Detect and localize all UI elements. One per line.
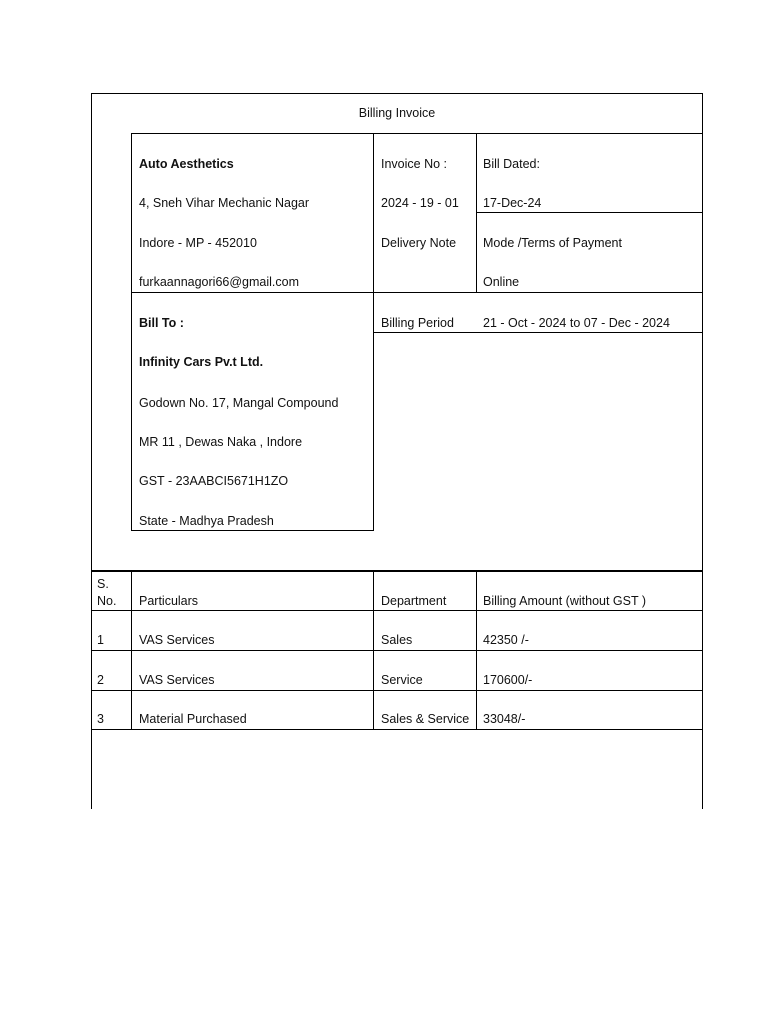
seller-name: Auto Aesthetics: [139, 157, 234, 171]
row2-particulars: VAS Services: [139, 673, 215, 687]
date-bottom-line: [476, 212, 703, 213]
table-row1-bottom-line: [91, 650, 703, 651]
row1-amount: 42350 /-: [483, 633, 529, 647]
row2-sno: 2: [97, 673, 104, 687]
bill-to-name: Infinity Cars Pv.t Ltd.: [139, 355, 264, 369]
outer-border-right: [702, 93, 703, 809]
table-row3-bottom-line: [91, 729, 703, 730]
table-col1-divider: [131, 570, 132, 730]
row3-department: Sales & Service: [381, 712, 470, 726]
seller-address-line2: Indore - MP - 452010: [139, 236, 257, 250]
header-sno-line1: S.: [97, 577, 109, 591]
bill-to-label: Bill To :: [139, 316, 184, 330]
bill-to-address-line1: Godown No. 17, Mangal Compound: [139, 396, 339, 410]
header-department: Department: [381, 594, 447, 608]
delivery-note-label: Delivery Note: [381, 236, 457, 250]
bill-date-label: Bill Dated:: [483, 157, 540, 171]
table-row2-bottom-line: [91, 690, 703, 691]
billing-period: 21 - Oct - 2024 to 07 - Dec - 2024: [483, 316, 670, 330]
seller-address-line1: 4, Sneh Vihar Mechanic Nagar: [139, 196, 310, 210]
row1-sno: 1: [97, 633, 104, 647]
invoice-col-divider: [476, 133, 477, 293]
row3-amount: 33048/-: [483, 712, 526, 726]
period-bottom-line: [373, 332, 703, 333]
bill-to-address-line2: MR 11 , Dewas Naka , Indore: [139, 435, 303, 449]
header-amount: Billing Amount (without GST ): [483, 594, 647, 608]
bill-to-state: State - Madhya Pradesh: [139, 514, 274, 528]
table-col3-divider: [476, 570, 477, 730]
row3-sno: 3: [97, 712, 104, 726]
row1-department: Sales: [381, 633, 413, 647]
table-header-bottom-line: [91, 610, 703, 611]
billing-period-label: Billing Period: [381, 316, 454, 330]
seller-bottom-line: [131, 292, 703, 293]
billto-bottom-line: [131, 530, 374, 531]
header-particulars: Particulars: [139, 594, 199, 608]
bill-to-gst: GST - 23AABCI5671H1ZO: [139, 474, 289, 488]
row3-particulars: Material Purchased: [139, 712, 247, 726]
outer-border-top: [91, 93, 703, 94]
row2-amount: 170600/-: [483, 673, 533, 687]
invoice-number-label: Invoice No :: [381, 157, 448, 171]
invoice-number: 2024 - 19 - 01: [381, 196, 459, 210]
seller-left-line: [131, 133, 132, 531]
header-sno-line2: No.: [97, 594, 117, 608]
bill-date: 17-Dec-24: [483, 196, 542, 210]
payment-terms-label: Mode /Terms of Payment: [483, 236, 622, 250]
row1-particulars: VAS Services: [139, 633, 215, 647]
table-top-line: [91, 570, 703, 572]
row2-department: Service: [381, 673, 423, 687]
header-top-line: [131, 133, 703, 134]
table-col2-divider: [373, 570, 374, 730]
invoice-title: Billing Invoice: [358, 106, 436, 120]
outer-border-left: [91, 93, 92, 809]
payment-mode: Online: [483, 275, 520, 289]
seller-email: furkaannagori66@gmail.com: [139, 275, 299, 289]
